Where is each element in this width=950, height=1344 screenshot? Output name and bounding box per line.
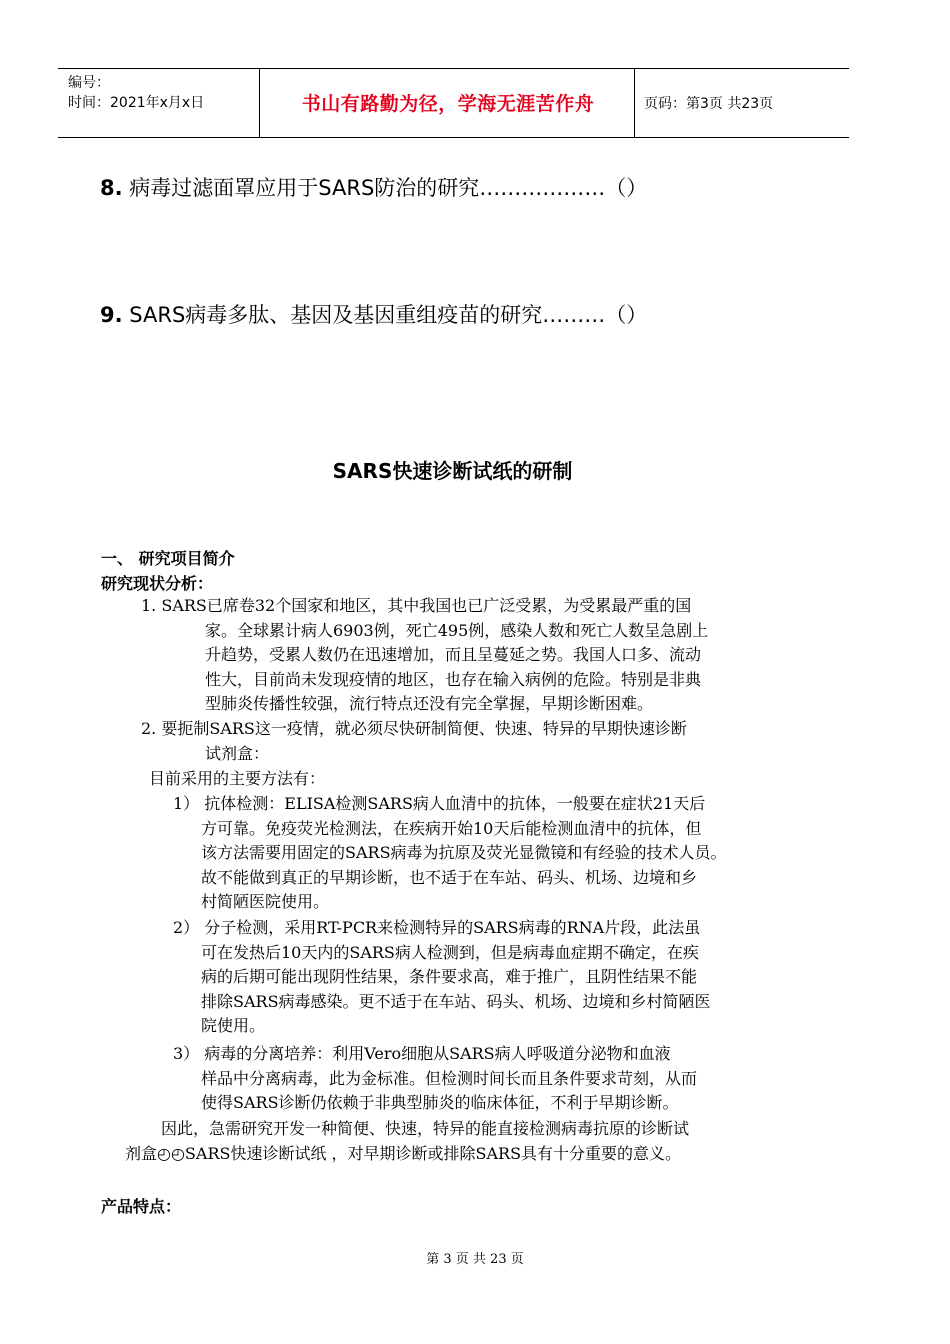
page-header [58,68,849,138]
text-line: 样品中分离病毒，此为金标准。但检测时间长而且条件要求苛刻，从而 [201,1068,698,1088]
header-meta [68,73,204,113]
text-line: 升趋势，受累人数仍在迅速增加，而且呈蔓延之势。我国人口多、流动 [205,645,702,664]
text-line: 2. 要扼制SARS这一疫情，就必须尽快研制简便、快速、特异的早期快速诊断 [141,719,687,738]
text-line: 故不能做到真正的早期诊断，也不适于在车站、码头、机场、边境和乡 [201,867,698,887]
text-line: 可在发热后10天内的SARS病人检测到，但是病毒血症期不确定，在疾 [201,942,699,962]
toc-entry-number: 9. [100,303,123,327]
text-line: 方可靠。免疫荧光检测法，在疾病开始10天后能检测血清中的抗体，但 [201,818,702,838]
header-page-label: 页码：第3页 共23页 [644,96,774,112]
method-3 [173,1042,697,1116]
section-heading: 一、 研究项目简介 [101,549,235,568]
product-features-heading: 产品特点： [101,1197,182,1216]
text-line: 使得SARS诊断仍依赖于非典型肺炎的临床体征，不利于早期诊断。 [201,1093,679,1112]
header-divider [634,69,635,137]
text-line: 型肺炎传播性较强，流行特点还没有完全掌握，早期诊断困难。 [205,694,654,713]
toc-entry-9 [100,299,647,329]
text-line: 1. SARS已席卷32个国家和地区，其中我国也已广泛受累，为受累最严重的国 [141,596,692,615]
header-number-label: 编号： [68,75,110,91]
text-line: 2） 分子检测，采用RT-PCR来检测特异的SARS病毒的RNA片段，此法虽 [173,918,701,937]
list-item-1 [141,594,708,717]
text-line: 院使用。 [201,1016,266,1035]
toc-entry-8 [100,172,647,202]
methods-intro: 目前采用的主要方法有： [149,769,326,788]
text-line: 病的后期可能出现阴性结果，条件要求高，难于推广，且阴性结果不能 [201,967,698,986]
text-line: 因此，急需研究开发一种简便、快速，特异的能直接检测病毒抗原的诊断试 [161,1119,690,1138]
text-line: 家。全球累计病人6903例，死亡495例，感染人数和死亡人数呈急剧上 [205,620,709,640]
text-line: 排除SARS病毒感染。更不适于在车站、码头、机场、边境和乡村简陋医 [201,991,711,1011]
header-motto: 书山有路勤为径，学海无涯苦作舟 [301,93,595,115]
method-2 [173,916,711,1039]
text-line: 剂盒◴◴SARS快速诊断试纸 ，对早期诊断或排除SARS具有十分重要的意义。 [125,1143,682,1163]
text-line: 试剂盒： [205,743,270,763]
toc-entry-text: 病毒过滤面罩应用于SARS防治的研究………………（） [129,176,648,200]
toc-entry-number: 8. [100,176,123,200]
text-line: 该方法需要用固定的SARS病毒为抗原及荧光显微镜和有经验的技术人员。 [201,843,727,862]
conclusion-paragraph [125,1117,689,1166]
document-title: SARS快速诊断试纸的研制 [332,459,573,483]
header-divider [259,69,260,137]
text-line: 性大，目前尚未发现疫情的地区，也存在输入病例的危险。特别是非典 [205,669,702,689]
text-line: 3） 病毒的分离培养：利用Vero细胞从SARS病人呼吸道分泌物和血液 [173,1044,671,1063]
text-line: 村简陋医院使用。 [201,892,330,911]
text-line: 1） 抗体检测：ELISA检测SARS病人血清中的抗体，一般要在症状21天后 [173,794,706,813]
method-1 [173,792,727,915]
toc-entry-text: SARS病毒多肽、基因及基因重组疫苗的研究………（） [129,303,648,327]
status-heading: 研究现状分析： [101,574,214,593]
list-item-2 [141,717,687,766]
page-footer: 第 3 页 共 23 页 [426,1252,524,1267]
header-time-label: 时间：2021年x月x日 [68,95,205,111]
